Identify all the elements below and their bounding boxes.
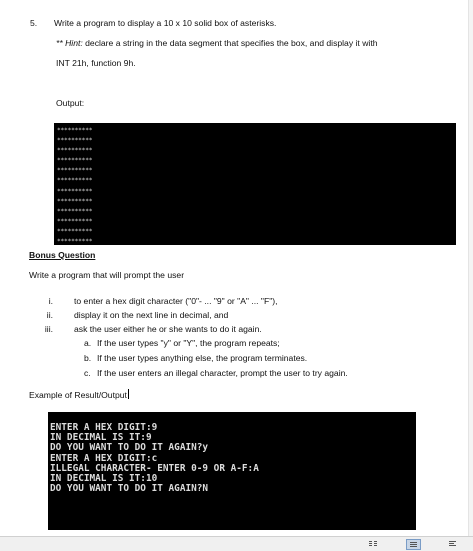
list-marker: i. <box>48 296 53 306</box>
asterisk-row: ********** <box>57 137 93 145</box>
list-marker: iii. <box>44 324 53 334</box>
question-number: 5. <box>30 18 38 28</box>
console-line: ENTER A HEX DIGIT:9 <box>50 422 158 433</box>
list-item: to enter a hex digit character ("0"- ... "9" or "A" ... "F"), <box>74 296 278 306</box>
sublist-item: If the user enters an illegal character, prompt the user to try again. <box>97 368 348 378</box>
read-mode-icon[interactable] <box>368 540 378 548</box>
hint-text: declare a string in the data segment that specifies the box, and display it with <box>82 38 378 48</box>
console-line: ENTER A HEX DIGIT:c <box>50 452 158 464</box>
asterisk-row: ********** <box>57 147 93 155</box>
console-line: IN DECIMAL IS IT:10 <box>50 473 158 485</box>
asterisk-row: ********** <box>57 217 93 225</box>
console-line: IN DECIMAL IS IT:9 <box>50 432 152 444</box>
print-layout-icon[interactable] <box>406 539 421 550</box>
asterisk-row: ********** <box>57 127 93 134</box>
web-layout-icon[interactable] <box>448 540 458 548</box>
asterisk-row: ********** <box>57 197 93 205</box>
example-label-text: Example of Result/Output <box>29 390 127 400</box>
sublist-item: If the user types "y" or "Y", the program repeats; <box>97 338 280 348</box>
hint-continued: INT 21h, function 9h. <box>56 58 136 68</box>
output-label: Output: <box>56 98 85 108</box>
hint-label: ** Hint: <box>56 38 83 48</box>
console-line: DO YOU WANT TO DO IT AGAIN?N <box>50 483 209 495</box>
list-marker: ii. <box>46 310 53 320</box>
list-item: ask the user either he or she wants to do it again. <box>74 324 262 334</box>
asterisk-row: ********** <box>57 207 93 215</box>
list-item: display it on the next line in decimal, and <box>74 310 229 320</box>
question-text: Write a program to display a 10 x 10 solid box of asterisks. <box>54 18 277 28</box>
asterisk-row: ********** <box>57 167 93 175</box>
console-text <box>50 423 259 494</box>
asterisk-row: ********** <box>57 157 93 165</box>
asterisk-row: ********** <box>57 177 93 185</box>
status-bar <box>0 536 473 551</box>
sublist-item: If the user types anything else, the program terminates. <box>97 353 308 363</box>
vertical-scrollbar[interactable] <box>468 0 473 536</box>
text-cursor <box>128 389 129 399</box>
console-output-screenshot <box>48 412 416 530</box>
console-line: DO YOU WANT TO DO IT AGAIN?y <box>50 442 209 454</box>
sublist-marker: a. <box>84 338 92 348</box>
asterisk-row: ********** <box>57 227 93 235</box>
sublist-marker: c. <box>84 368 91 378</box>
asterisk-output-screenshot <box>54 123 456 245</box>
console-line: ILLEGAL CHARACTER- ENTER 0-9 OR A-F:A <box>50 462 259 474</box>
asterisk-row: ********** <box>57 187 93 195</box>
sublist-marker: b. <box>84 353 92 363</box>
asterisk-row: ********** <box>57 238 93 246</box>
example-label <box>29 389 129 400</box>
asterisk-box <box>57 126 92 247</box>
bonus-intro: Write a program that will prompt the user <box>29 270 185 280</box>
bonus-title: Bonus Question <box>29 250 96 260</box>
hint-line <box>56 38 378 48</box>
